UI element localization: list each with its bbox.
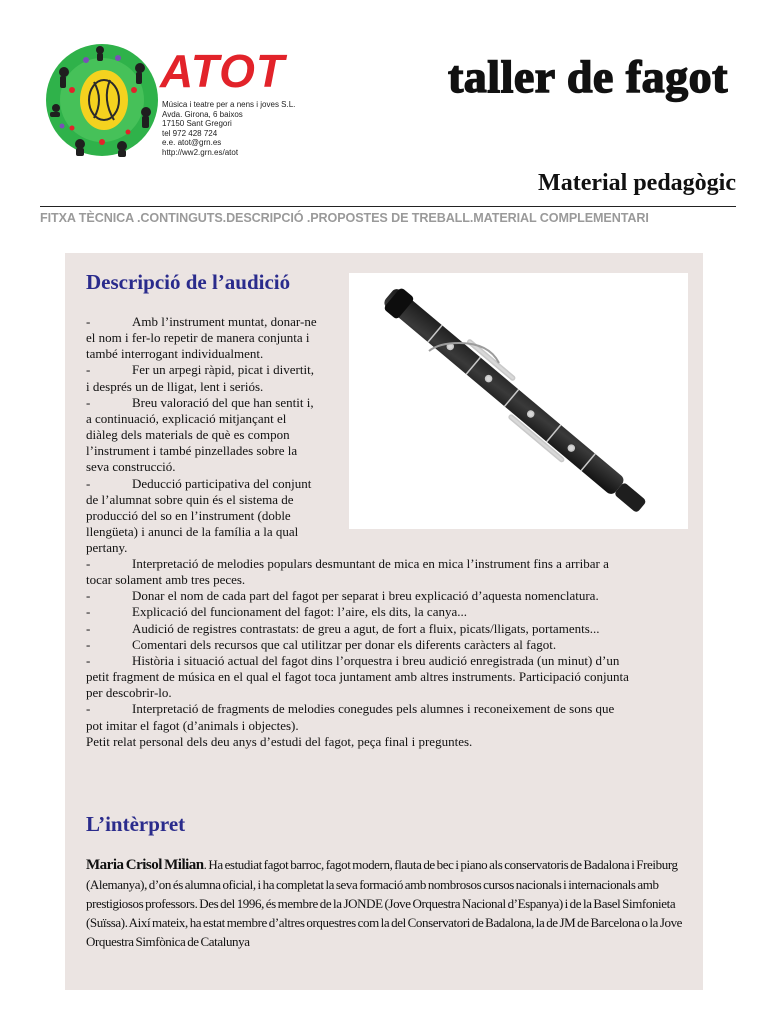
list-item: - Història i situació actual del fagot dins l’orquestra i breu audició enregistrada (un minut) d’un — [86, 652, 620, 668]
list-item: - Amb l’instrument muntat, donar-ne — [86, 314, 317, 329]
logo-info-line: 17150 Sant Gregori — [162, 119, 232, 129]
performer-bio — [86, 855, 686, 951]
list-item: petit fragment de música en el qual el fagot toca juntament amb altres instruments. Participació conjunta — [86, 669, 629, 685]
logo-info-line: http://ww2.grn.es/atot — [162, 147, 239, 157]
page-title: taller de fagot — [447, 51, 728, 102]
logo-info-line: tel 972 428 724 — [162, 128, 218, 138]
list-item: per descobrir-lo. — [86, 685, 172, 701]
description-heading: Descripció de l’audició — [86, 270, 291, 294]
list-item: seva construcció. — [86, 459, 176, 475]
list-item: - Breu valoració del que han sentit i, — [86, 394, 314, 410]
list-item: el nom i fer-lo repetir de manera conjunta i — [86, 330, 310, 346]
list-item: l’instrument i també pinzellades sobre la — [86, 443, 298, 459]
list-item: diàleg dels materials de què es compon — [86, 427, 290, 443]
list-item: - Deducció participativa del conjunt — [86, 475, 312, 491]
page-subtitle: Material pedagògic — [538, 170, 736, 196]
logo-info-line: Música i teatre per a nens i joves S.L. — [162, 100, 296, 109]
list-item: - Donar el nom de cada part del fagot per separat i breu explicació d’aquesta nomenclatura. — [86, 588, 599, 604]
list-item: - Audició de registres contrastats: de greu a agut, de fort a fluix, picats/lligats, portaments... — [86, 620, 600, 636]
list-item: i després un de lligat, lent i seriós. — [86, 378, 264, 394]
list-item: també interrogant individualment. — [86, 346, 264, 362]
list-item: a continuació, explicació mitjançant el — [86, 410, 287, 426]
logo-brand-name: ATOT — [160, 45, 285, 97]
description-list-narrow — [86, 314, 344, 556]
list-item: - Fer un arpegi ràpid, picat i divertit, — [86, 362, 314, 378]
list-item: Petit relat personal dels deu anys d’estudi del fagot, peça final i preguntes. — [86, 733, 473, 749]
description-list-wide — [86, 556, 686, 750]
logo-illustration-icon — [42, 42, 164, 164]
performer-name: Maria Crisol Milian — [86, 857, 204, 873]
list-item: - Comentari dels recursos que cal utilitzar per donar els diferents caràcters al fagot. — [86, 636, 557, 652]
list-item: - Explicació del funcionament del fagot: l’aire, els dits, la canya... — [86, 604, 467, 620]
header-divider — [40, 206, 736, 207]
logo-contact-info — [162, 100, 295, 158]
list-item: - Interpretació de melodies populars desmuntant de mica en mica l’instrument fins a arribar a — [86, 556, 609, 571]
list-item: tocar solament amb tres peces. — [86, 572, 246, 588]
list-item: producció del so en l’instrument (doble — [86, 507, 291, 523]
performer-bio-text: . Ha estudiat fagot barroc, fagot modern, flauta de bec i piano als conservatoris de Badalona i Freiburg (Alemanya), d’on és alumna oficial, i ha completat la seva formació amb nombrosos cursos nacionals i internacionals amb prestigiosos professors. Des del 1996, és membre de la JONDE (Jove Orquestra Nacional d’Espanya) i de la Basel Simfonieta (Suïssa). Així mateix, ha estat membre d’altres orquestres com la del Conservatori de Badalona, la de JM de Barcelona o la Jove Orquestra Simfònica de Catalunya — [86, 857, 683, 949]
section-nav: FITXA TÈCNICA .CONTINGUTS.DESCRIPCIÓ .PROPOSTES DE TREBALL.MATERIAL COMPLEMENTARI — [40, 211, 649, 225]
list-item: pot imitar el fagot (d’animals i objectes). — [86, 717, 299, 733]
list-item: de l’alumnat sobre quin és el sistema de — [86, 491, 294, 507]
atot-logo — [42, 42, 296, 162]
bassoon-icon — [349, 273, 688, 529]
bassoon-photo — [349, 273, 688, 529]
list-item: pertany. — [86, 540, 128, 556]
logo-info-line: e.e. atot@grn.es — [162, 138, 222, 148]
list-item: - Interpretació de fragments de melodies conegudes pels alumnes i reconeixement de sons que — [86, 701, 615, 717]
performer-heading: L’intèrpret — [86, 812, 186, 836]
logo-info-line: Avda. Girona, 6 baixos — [162, 109, 243, 119]
list-item: llengüeta) i anunci de la família a la qual — [86, 524, 299, 540]
